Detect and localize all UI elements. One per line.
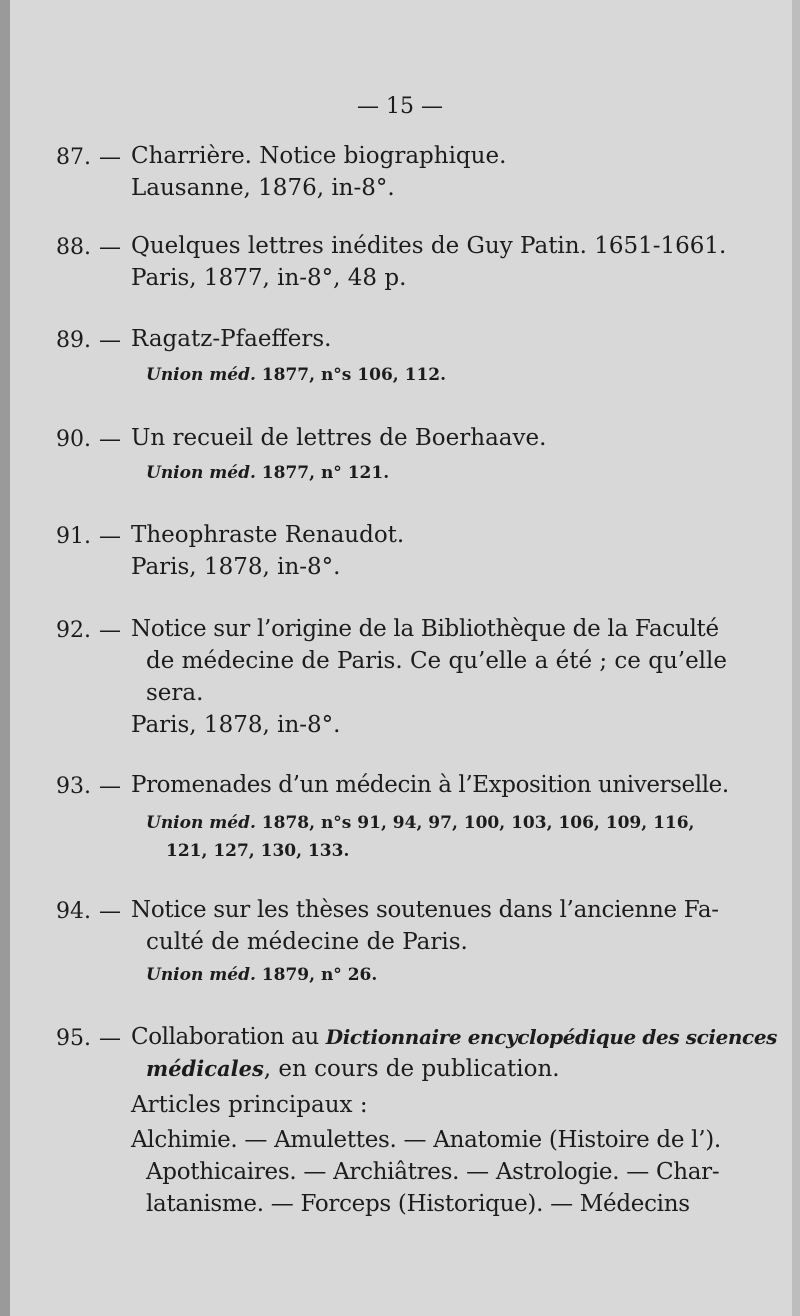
entry-text: Quelques lettres inédites de Guy Patin. 1651-1661. bbox=[131, 233, 727, 259]
entry-text: sera. bbox=[146, 680, 204, 706]
articles-label: Articles principaux : bbox=[131, 1092, 368, 1118]
articles-list: Apothicaires. — Archiâtres. — Astrologie. — Char- bbox=[146, 1159, 720, 1185]
entry-source bbox=[146, 362, 446, 388]
entry-source bbox=[146, 460, 389, 486]
entry-text: Charrière. Notice biographique. bbox=[131, 143, 507, 169]
entry-92 bbox=[56, 616, 131, 646]
entry-89 bbox=[56, 326, 131, 356]
dash: — bbox=[99, 328, 121, 353]
dash: — bbox=[99, 1026, 121, 1051]
entry-text: Notice sur l’origine de la Bibliothèque de la Faculté bbox=[131, 616, 719, 642]
entry-text: Theophraste Renaudot. bbox=[131, 522, 405, 548]
entry-number: 93. bbox=[56, 774, 91, 799]
journal-name: Union méd. bbox=[146, 365, 256, 385]
entry-87 bbox=[56, 143, 131, 173]
entry-text: Notice sur les thèses soutenues dans l’ancienne Fa- bbox=[131, 897, 719, 923]
dash: — bbox=[99, 427, 121, 452]
source-details: 1877, n° 121. bbox=[261, 463, 390, 483]
dash: — bbox=[99, 524, 121, 549]
source-details: 1878, n°s 91, 94, 97, 100, 103, 106, 109, 116, bbox=[261, 813, 695, 833]
entry-text: Lausanne, 1876, in-8°. bbox=[131, 175, 395, 201]
entry-source bbox=[146, 962, 377, 988]
dictionary-title: Dictionnaire encyclopédique des sciences bbox=[325, 1025, 778, 1049]
journal-name: Union méd. bbox=[146, 463, 256, 483]
dash: — bbox=[99, 899, 121, 924]
entry-text: Paris, 1878, in-8°. bbox=[131, 554, 341, 580]
entry-text: culté de médecine de Paris. bbox=[146, 929, 468, 955]
entry-93 bbox=[56, 772, 131, 802]
journal-name: Union méd. bbox=[146, 965, 256, 985]
entry-number: 90. bbox=[56, 427, 91, 452]
page-number: — 15 — bbox=[357, 94, 443, 119]
entry-text: Un recueil de lettres de Boerhaave. bbox=[131, 425, 547, 451]
entry-text: Paris, 1878, in-8°. bbox=[131, 712, 341, 738]
source-details: 1879, n° 26. bbox=[261, 965, 378, 985]
articles-list: Alchimie. — Amulettes. — Anatomie (Histoire de l’). bbox=[131, 1127, 721, 1153]
entry-source-continued: 121, 127, 130, 133. bbox=[166, 841, 350, 861]
dash: — bbox=[99, 618, 121, 643]
entry-text: Ragatz-Pfaeffers. bbox=[131, 326, 332, 352]
entry-number: 88. bbox=[56, 235, 91, 260]
entry-number: 91. bbox=[56, 524, 91, 549]
entry-source bbox=[146, 810, 694, 836]
entry-text: Promenades d’un médecin à l’Exposition universelle. bbox=[131, 772, 729, 798]
entry-text: Paris, 1877, in-8°, 48 p. bbox=[131, 265, 407, 291]
entry-text bbox=[146, 1054, 560, 1084]
entry-number: 89. bbox=[56, 328, 91, 353]
entry-91 bbox=[56, 522, 131, 552]
dash: — bbox=[99, 774, 121, 799]
dash: — bbox=[99, 145, 121, 170]
entry-94 bbox=[56, 897, 131, 927]
entry-95 bbox=[56, 1024, 131, 1054]
entry-88 bbox=[56, 233, 131, 263]
dash: — bbox=[99, 235, 121, 260]
entry-number: 87. bbox=[56, 145, 91, 170]
entry-90 bbox=[56, 425, 131, 455]
entry-text-part: Collaboration au bbox=[131, 1024, 326, 1050]
entry-number: 95. bbox=[56, 1026, 91, 1051]
source-details: 1877, n°s 106, 112. bbox=[261, 365, 447, 385]
entry-number: 94. bbox=[56, 899, 91, 924]
entry-text bbox=[131, 1022, 777, 1052]
entry-text-part: , en cours de publication. bbox=[263, 1056, 560, 1082]
entry-text: de médecine de Paris. Ce qu’elle a été ; ce qu’elle bbox=[146, 648, 728, 674]
dictionary-title-continued: médicales bbox=[146, 1056, 264, 1081]
articles-list: latanisme. — Forceps (Historique). — Médecins bbox=[146, 1191, 690, 1217]
journal-name: Union méd. bbox=[146, 813, 256, 833]
entry-number: 92. bbox=[56, 618, 91, 643]
